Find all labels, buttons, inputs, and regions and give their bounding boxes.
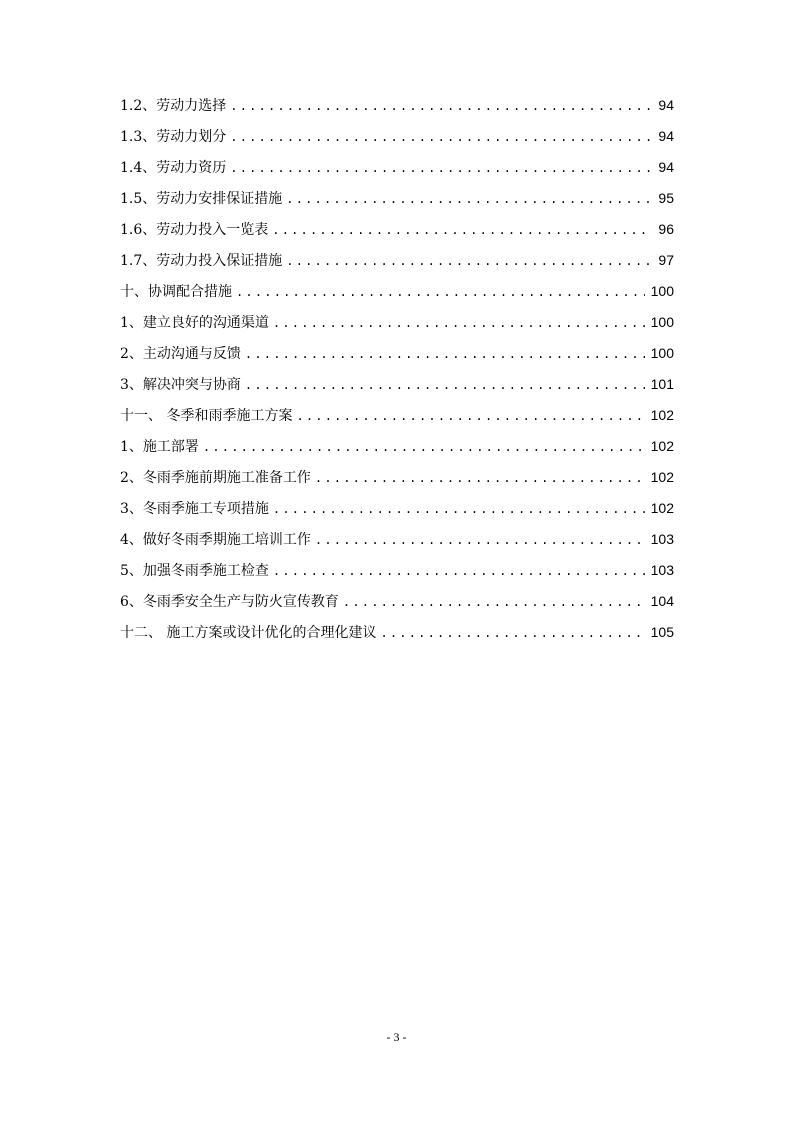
toc-leader-dots bbox=[286, 246, 652, 277]
toc-leader-dots bbox=[315, 463, 645, 494]
toc-entry-page: 102 bbox=[650, 469, 674, 485]
toc-entry-page: 102 bbox=[650, 407, 674, 423]
toc-leader-dots bbox=[273, 494, 645, 525]
toc-entry-page: 96 bbox=[658, 221, 674, 237]
toc-entry-page: 103 bbox=[650, 531, 674, 547]
toc-entry[interactable] bbox=[120, 338, 674, 369]
toc-entry[interactable] bbox=[120, 183, 674, 214]
toc-entry[interactable] bbox=[120, 121, 674, 152]
toc-entry-title: 十、协调配合措施 bbox=[120, 284, 232, 300]
toc-leader-dots bbox=[315, 525, 645, 556]
toc-entry-page: 100 bbox=[650, 314, 674, 330]
table-of-contents bbox=[120, 90, 674, 648]
toc-entry-page: 102 bbox=[650, 438, 674, 454]
toc-leader-dots bbox=[273, 556, 645, 587]
toc-entry[interactable] bbox=[120, 276, 674, 307]
toc-leader-dots bbox=[380, 618, 644, 649]
page-number: - 3 - bbox=[386, 1030, 407, 1044]
toc-entry-title: 1、建立良好的沟通渠道 bbox=[120, 315, 269, 331]
toc-entry[interactable] bbox=[120, 369, 674, 400]
toc-entry-page: 104 bbox=[650, 593, 674, 609]
toc-entry-page: 97 bbox=[658, 252, 674, 268]
toc-entry-title: 2、冬雨季施前期施工准备工作 bbox=[120, 470, 311, 486]
toc-entry-title: 5、加强冬雨季施工检查 bbox=[120, 563, 269, 579]
toc-entry-page: 95 bbox=[658, 190, 674, 206]
toc-entry-page: 101 bbox=[650, 376, 674, 392]
toc-leader-dots bbox=[272, 215, 652, 246]
toc-entry[interactable] bbox=[120, 214, 674, 245]
toc-entry-page: 105 bbox=[650, 624, 674, 640]
toc-entry-page: 100 bbox=[650, 345, 674, 361]
toc-leader-dots bbox=[230, 122, 652, 153]
toc-leader-dots bbox=[286, 184, 652, 215]
toc-entry[interactable] bbox=[120, 617, 674, 648]
toc-entry-title: 2、主动沟通与反馈 bbox=[120, 346, 241, 362]
toc-entry-title: 1.2、劳动力选择 bbox=[120, 98, 227, 114]
toc-entry-title: 1.6、劳动力投入一览表 bbox=[120, 222, 269, 238]
toc-entry[interactable] bbox=[120, 555, 674, 586]
toc-entry[interactable] bbox=[120, 307, 674, 338]
toc-entry[interactable] bbox=[120, 400, 674, 431]
toc-entry-title: 1、施工部署 bbox=[120, 439, 199, 455]
toc-entry[interactable] bbox=[120, 462, 674, 493]
toc-leader-dots bbox=[296, 401, 644, 432]
toc-entry-title: 1.3、劳动力划分 bbox=[120, 129, 227, 145]
toc-entry-title: 6、冬雨季安全生产与防火宣传教育 bbox=[120, 594, 339, 610]
toc-entry-title: 1.7、劳动力投入保证措施 bbox=[120, 253, 283, 269]
toc-entry-page: 94 bbox=[658, 97, 674, 113]
toc-entry-title: 3、解决冲突与协商 bbox=[120, 377, 241, 393]
toc-entry[interactable] bbox=[120, 524, 674, 555]
toc-leader-dots bbox=[230, 91, 652, 122]
toc-leader-dots bbox=[230, 153, 652, 184]
toc-entry-title: 1.4、劳动力资历 bbox=[120, 160, 227, 176]
toc-entry-title: 3、冬雨季施工专项措施 bbox=[120, 501, 269, 517]
toc-entry[interactable] bbox=[120, 90, 674, 121]
toc-entry-page: 103 bbox=[650, 562, 674, 578]
toc-entry-title: 4、做好冬雨季期施工培训工作 bbox=[120, 532, 311, 548]
toc-leader-dots bbox=[236, 277, 645, 308]
toc-leader-dots bbox=[203, 432, 645, 463]
toc-entry-title: 十二、 施工方案或设计优化的合理化建议 bbox=[120, 625, 377, 641]
toc-entry[interactable] bbox=[120, 431, 674, 462]
toc-entry-page: 94 bbox=[658, 159, 674, 175]
toc-entry[interactable] bbox=[120, 152, 674, 183]
toc-entry-title: 十一、 冬季和雨季施工方案 bbox=[120, 408, 293, 424]
toc-entry[interactable] bbox=[120, 586, 674, 617]
toc-entry[interactable] bbox=[120, 245, 674, 276]
toc-leader-dots bbox=[245, 370, 645, 401]
toc-leader-dots bbox=[273, 308, 645, 339]
toc-entry[interactable] bbox=[120, 493, 674, 524]
toc-leader-dots bbox=[343, 587, 645, 618]
toc-entry-title: 1.5、劳动力安排保证措施 bbox=[120, 191, 283, 207]
toc-entry-page: 94 bbox=[658, 128, 674, 144]
toc-leader-dots bbox=[245, 339, 645, 370]
toc-entry-page: 102 bbox=[650, 500, 674, 516]
toc-entry-page: 100 bbox=[650, 283, 674, 299]
